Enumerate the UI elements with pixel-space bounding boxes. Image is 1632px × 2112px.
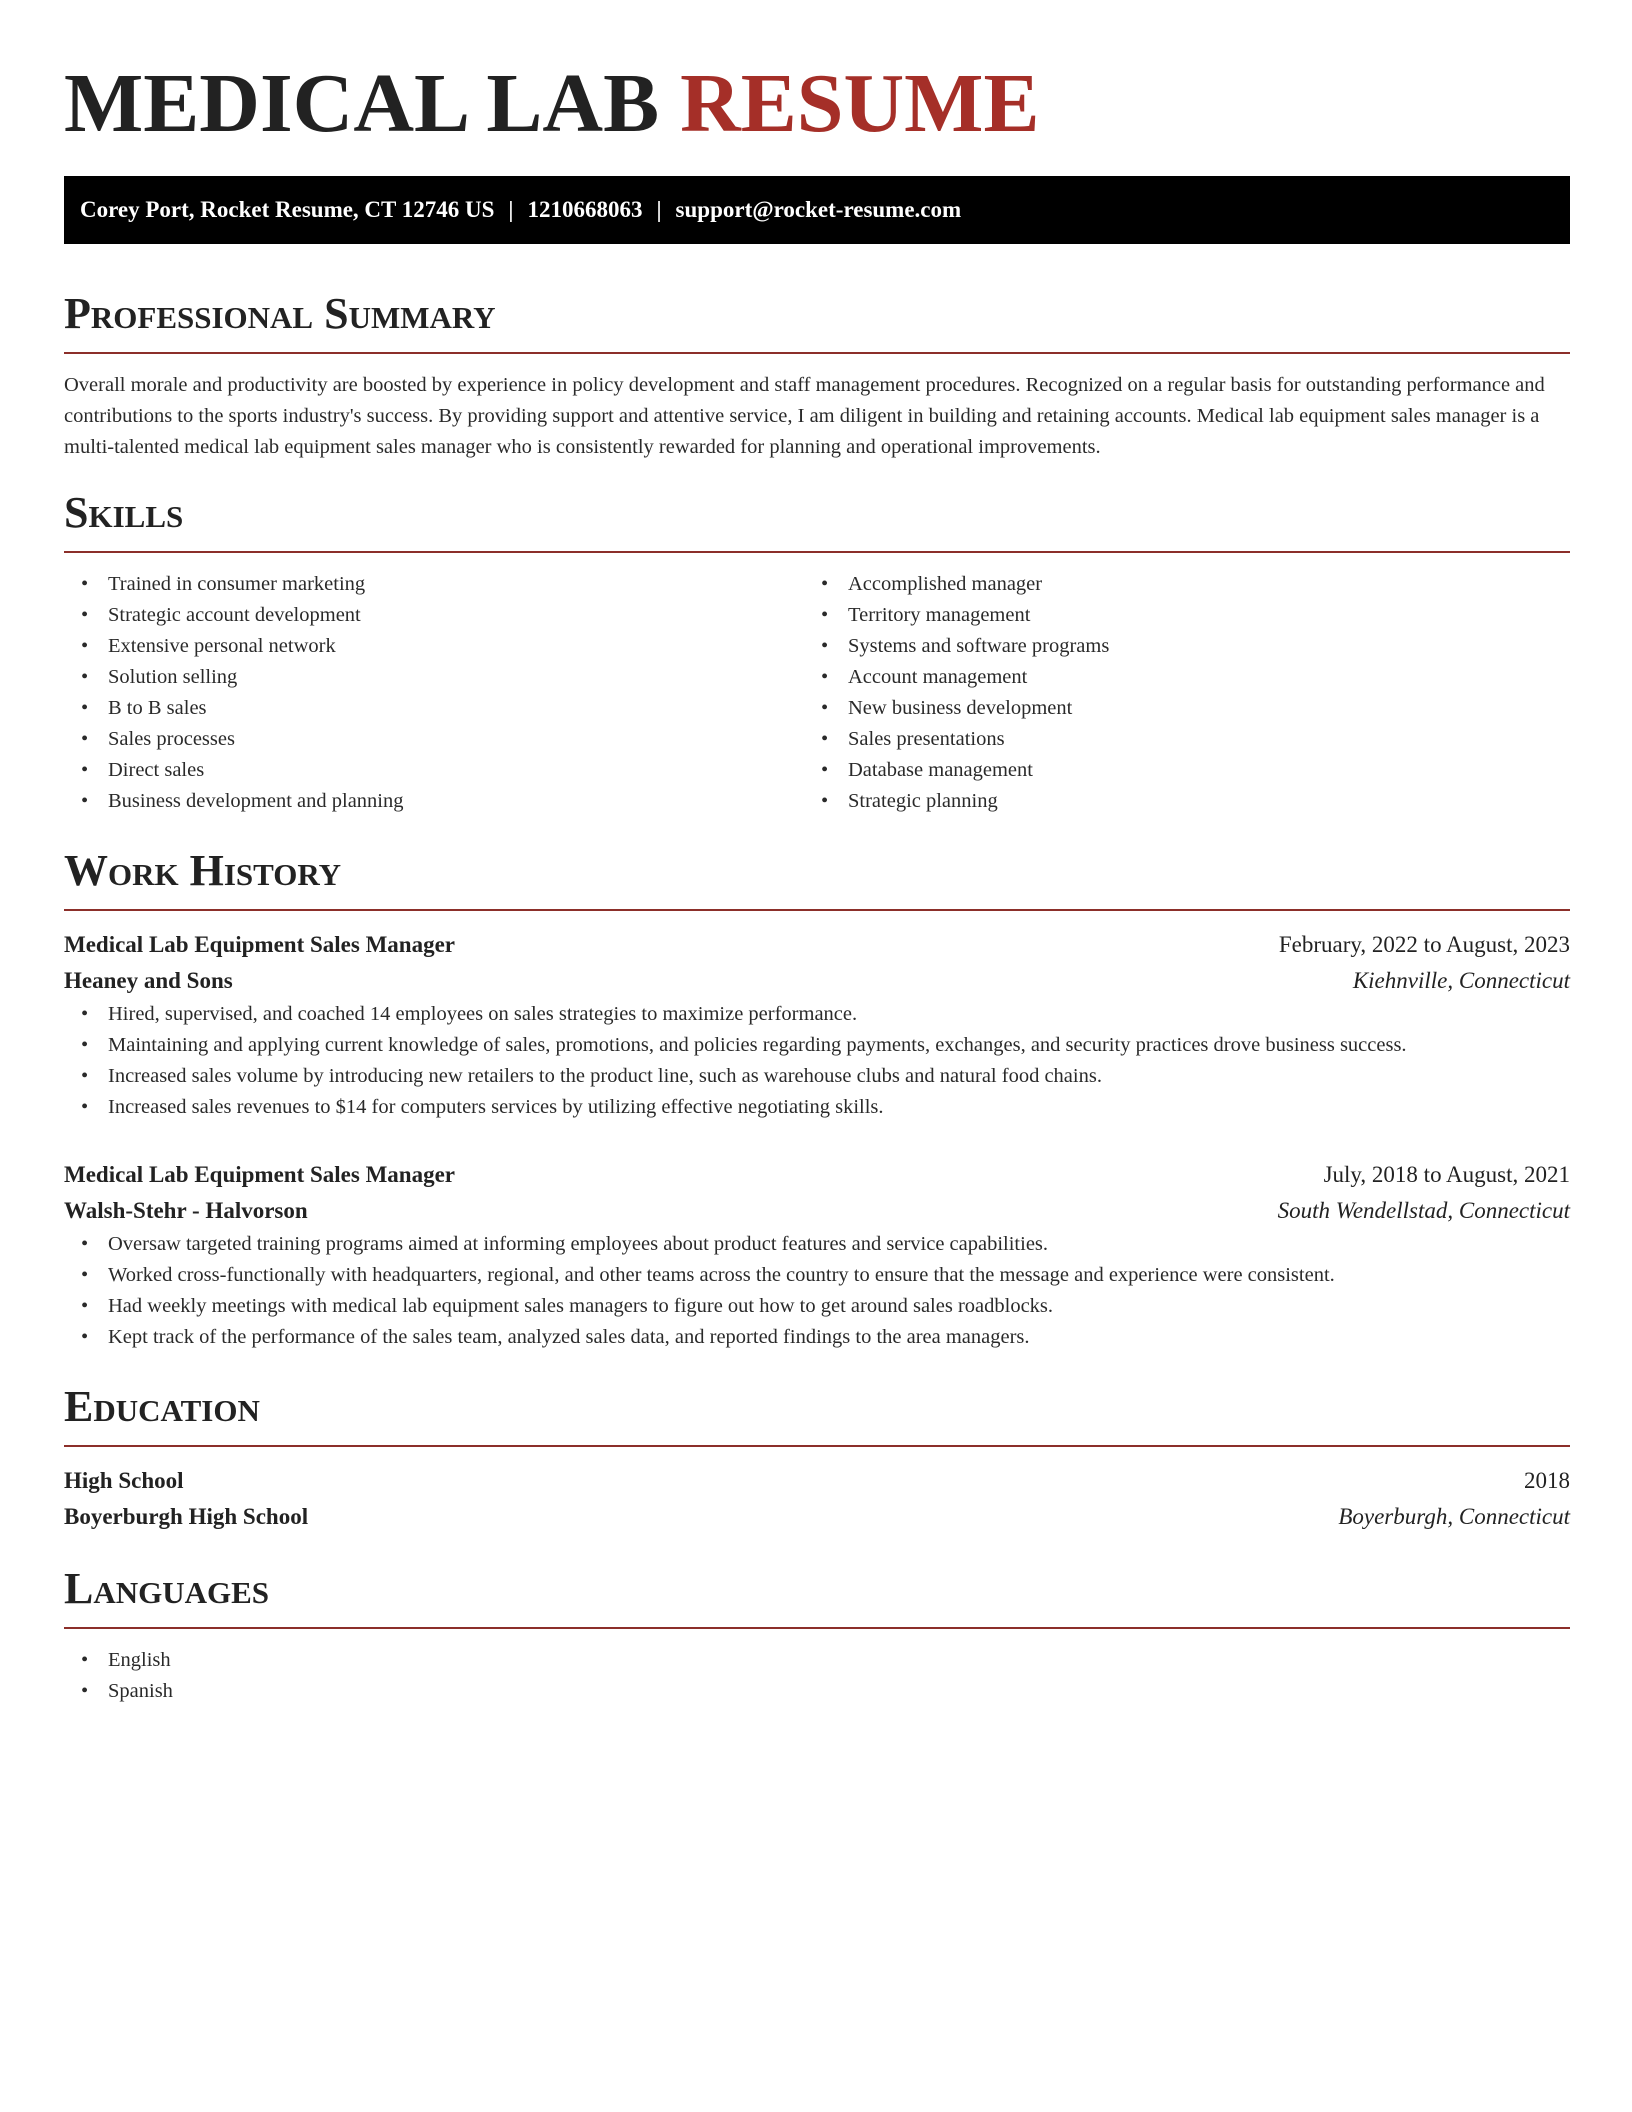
job-location: South Wendellstad, Connecticut [1277,1198,1570,1223]
section-divider [64,909,1570,911]
section-divider [64,352,1570,354]
skill-item: • Sales processes [81,728,235,750]
languages-heading: Languages [64,1564,270,1613]
languages-list [64,1645,1570,1707]
title-accent: RESUME [680,57,1040,150]
skill-item: • Trained in consumer marketing [81,573,366,595]
contact-bar [64,176,1570,244]
job-bullet: • Worked cross-functionally with headquarters, regional, and other teams across the country to ensure that the message and experience were consistent. [81,1264,1335,1286]
job-entry [64,1157,1570,1353]
job-title: Medical Lab Equipment Sales Manager [64,1162,456,1187]
job-bullet: • Hired, supervised, and coached 14 employees on sales strategies to maximize performance. [81,1003,858,1025]
education-heading: Education [64,1382,260,1431]
skills-left-list [64,569,804,817]
education-location: Boyerburgh, Connecticut [1338,1504,1570,1529]
job-bullets [64,999,1570,1123]
summary-text: Overall morale and productivity are boosted by experience in policy development and staff management procedures. Recognized on a regular basis for outstanding performance and contributions to the sports industry's success. By providing support and attentive service, I am diligent in building and retaining accounts. Medical lab equipment sales manager is a multi-talented medical lab equipment sales manager who is consistently rewarded for planning and operational improvements. [64,374,1545,458]
education-school-row [64,1499,1570,1535]
job-bullet: • Maintaining and applying current knowledge of sales, promotions, and policies regarding payments, exchanges, and security practices drove business success. [81,1034,1407,1056]
resume-title [64,56,1570,152]
job-bullet: • Oversaw targeted training programs aimed at informing employees about product features and service capabilities. [81,1233,1049,1255]
job-title: Medical Lab Equipment Sales Manager [64,932,456,957]
work-section [64,845,1570,1353]
summary-heading: Professional Summary [64,289,496,338]
job-location: Kiehnville, Connecticut [1352,968,1570,993]
job-bullet: • Increased sales volume by introducing new retailers to the product line, such as warehouse clubs and natural food chains. [81,1065,1102,1087]
education-degree-row [64,1463,1570,1499]
job-company: Walsh-Stehr - Halvorson [64,1198,308,1223]
resume-page [64,56,1570,1707]
job-bullet: • Increased sales revenues to $14 for computers services by utilizing effective negotiating skills. [81,1096,884,1118]
skills-section [64,487,1570,817]
contact-separator: | [508,197,514,222]
language-item: • Spanish [81,1680,173,1702]
skill-item: • Sales presentations [821,728,1005,750]
job-company: Heaney and Sons [64,968,233,993]
skill-item: • New business development [821,697,1073,719]
contact-phone[interactable]: 1210668063 [527,197,643,222]
job-header-row [64,927,1570,963]
job-dates: February, 2022 to August, 2023 [1278,932,1570,957]
contact-separator: | [656,197,662,222]
skill-item: • Strategic planning [821,790,998,812]
skill-item: • Solution selling [81,666,238,688]
skill-item: • Extensive personal network [81,635,336,657]
section-divider [64,551,1570,553]
skills-columns [64,569,1570,817]
job-dates: July, 2018 to August, 2021 [1323,1162,1570,1187]
skill-item: • Account management [821,666,1028,688]
section-divider [64,1445,1570,1447]
skills-heading: Skills [64,488,184,537]
contact-address: Corey Port, Rocket Resume, CT 12746 US [80,197,495,222]
education-year: 2018 [1524,1468,1570,1493]
work-heading: Work History [64,846,342,895]
job-company-row [64,1193,1570,1229]
skill-item: • Systems and software programs [821,635,1110,657]
title-main: MEDICAL LAB [64,57,660,150]
languages-section [64,1563,1570,1707]
skills-right-list [804,569,1544,817]
job-company-row [64,963,1570,999]
skill-item: • Strategic account development [81,604,361,626]
skill-item: • Business development and planning [81,790,404,812]
job-entry [64,927,1570,1123]
job-header-row [64,1157,1570,1193]
job-bullet: • Had weekly meetings with medical lab equipment sales managers to figure out how to get around sales roadblocks. [81,1295,1054,1317]
skill-item: • Database management [821,759,1033,781]
education-degree: High School [64,1468,184,1493]
language-item: • English [81,1649,171,1671]
education-section [64,1381,1570,1535]
education-entry [64,1463,1570,1535]
job-bullet: • Kept track of the performance of the sales team, analyzed sales data, and reported findings to the area managers. [81,1326,1030,1348]
skill-item: • Accomplished manager [821,573,1043,595]
skill-item: • B to B sales [81,697,207,719]
skill-item: • Direct sales [81,759,205,781]
job-bullets [64,1229,1570,1353]
section-divider [64,1627,1570,1629]
skill-item: • Territory management [821,604,1031,626]
summary-section [64,288,1570,463]
contact-email[interactable]: support@rocket-resume.com [675,197,962,222]
education-school: Boyerburgh High School [64,1504,309,1529]
